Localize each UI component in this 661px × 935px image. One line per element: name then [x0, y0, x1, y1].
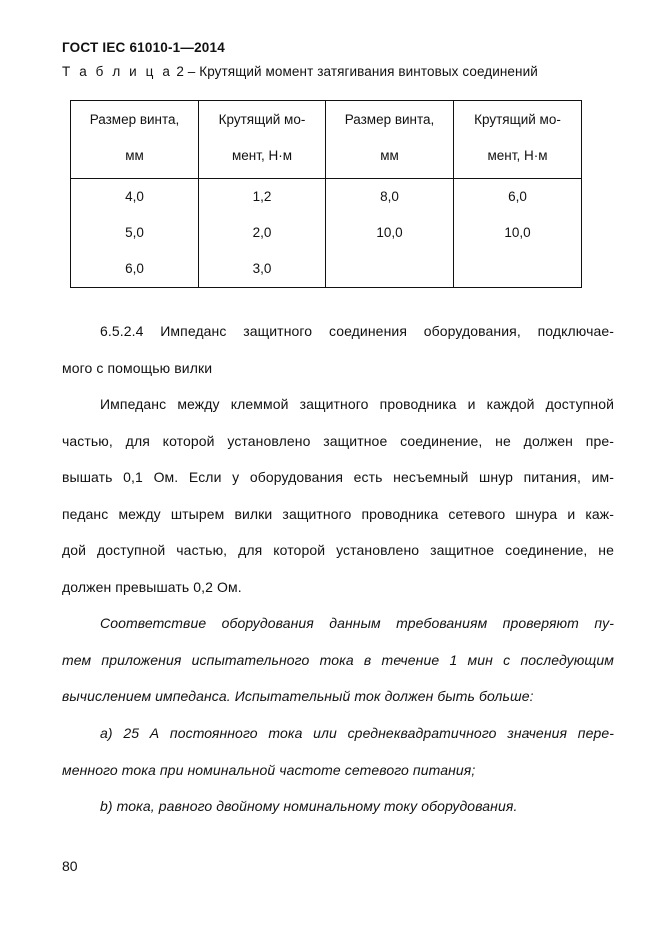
header-torque-1: Крутящий мо- мент, Н·м	[199, 101, 326, 179]
table-cell: 3,0	[252, 261, 272, 276]
list-item-b	[62, 788, 614, 825]
column-torque-1	[199, 179, 326, 288]
column-screw-size-1	[71, 179, 199, 288]
table-cell: 4,0	[125, 189, 144, 204]
text-line: 6.5.2.4 Импеданс защитного соединения оборудования, подключае-	[100, 323, 614, 339]
table-caption-title: – Крутящий момент затягивания винтовых соединений	[187, 64, 538, 79]
page-number: 80	[62, 858, 78, 874]
text-line: дой доступной частью, для которой установлено защитное соединение, не	[62, 542, 614, 558]
text-line: Соответствие оборудования данным требованиям проверяют пу-	[100, 615, 614, 631]
text-line: педанс между штырем вилки защитного проводника сетевого шнура и каж-	[62, 505, 614, 522]
table-cell: 6,0	[508, 189, 527, 204]
table-caption-label: Т а б л и ц а	[62, 64, 173, 79]
text-line: Импеданс между клеммой защитного проводника и каждой доступной	[100, 396, 614, 412]
table-row	[71, 179, 582, 288]
table-caption-number: 2	[176, 64, 184, 79]
paragraph-compliance-check	[62, 605, 614, 715]
table-caption	[62, 64, 538, 79]
text-line: мого с помощью вилки	[62, 359, 213, 376]
text-line: a) 25 А постоянного тока или среднеквадратичного значения пере-	[100, 725, 614, 741]
text-line: тем приложения испытательного тока в течение 1 мин с последующим	[62, 651, 614, 668]
text-line: вышать 0,1 Ом. Если у оборудования есть несъемный шнур питания, им-	[62, 469, 614, 485]
table-cell: 5,0	[125, 225, 144, 240]
table-cell: 10,0	[376, 225, 403, 240]
column-torque-2	[454, 179, 582, 288]
list-item-a	[62, 715, 614, 788]
table-cell: 8,0	[380, 189, 399, 204]
text-line: b) тока, равного двойному номинальному току оборудования.	[100, 798, 518, 814]
paragraph-6-5-2-4-title	[62, 313, 614, 386]
table-header-row	[71, 101, 582, 179]
torque-table	[70, 100, 582, 288]
table-cell: 10,0	[504, 225, 531, 240]
text-line: частью, для которой установлено защитное соединение, не должен пре-	[62, 432, 614, 449]
table-cell: 1,2	[252, 189, 272, 204]
paragraph-impedance-requirement	[62, 386, 614, 605]
text-line: вычислением импеданса. Испытательный ток должен быть больше:	[62, 688, 534, 704]
text-line: менного тока при номинальной частоте сетевого питания;	[62, 761, 476, 778]
table-cell: 6,0	[125, 261, 144, 276]
text-line: должен превышать 0,2 Ом.	[62, 578, 242, 595]
header-screw-size-1: Размер винта, мм	[71, 101, 199, 179]
table-cell: 2,0	[252, 225, 272, 240]
document-header: ГОСТ IEC 61010-1—2014	[62, 40, 225, 55]
header-screw-size-2: Размер винта, мм	[326, 101, 454, 179]
header-torque-2: Крутящий мо- мент, Н·м	[454, 101, 582, 179]
column-screw-size-2	[326, 179, 454, 288]
